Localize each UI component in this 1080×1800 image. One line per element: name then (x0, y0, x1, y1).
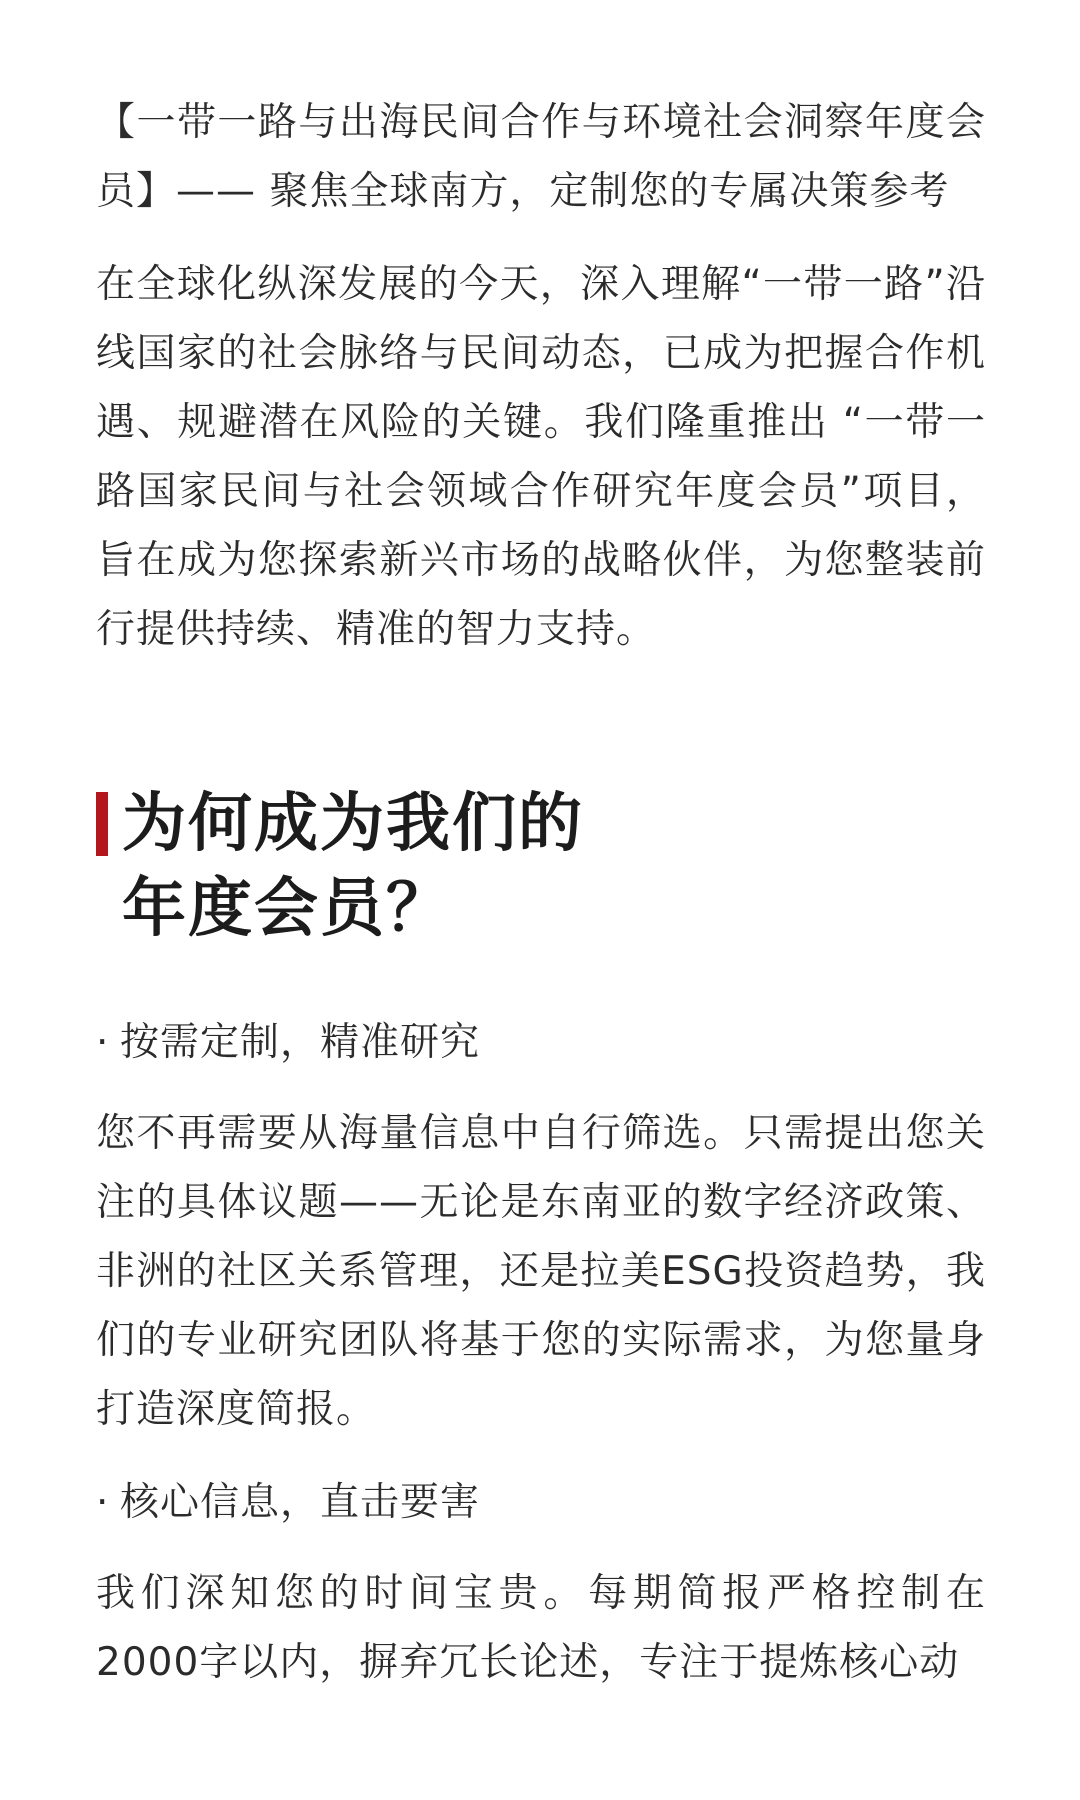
heading-accent-bar (96, 792, 108, 856)
point-1-title (96, 1008, 986, 1077)
point-2-title-text: 核心信息，直击要害 (120, 1480, 481, 1525)
section-heading-line-1: 为何成为我们的 (122, 787, 584, 861)
article (96, 88, 986, 1697)
intro-title: 【一带一路与出海民间合作与环境社会洞察年度会员】—— 聚焦全球南方，定制您的专属决策参考 (96, 100, 986, 214)
intro-paragraph: 在全球化纵深发展的今天，深入理解“一带一路”沿线国家的社会脉络与民间动态，已成为把握合作机遇、规避潜在风险的关键。我们隆重推出 “一带一路国家民间与社会领域合作研究年度会员”项目，旨在成为您探索新兴市场的战略伙伴，为您整装前行提供持续、精准的智力支持。 (96, 262, 986, 652)
point-2-body: 我们深知您的时间宝贵。每期简报严格控制在2000字以内，摒弃冗长论述，专注于提炼核心动 (96, 1571, 986, 1685)
point-1-body: 您不再需要从海量信息中自行筛选。只需提出您关注的具体议题——无论是东南亚的数字经济政策、非洲的社区关系管理，还是拉美ESG投资趋势，我们的专业研究团队将基于您的实际需求，为您量身打造深度简报。 (96, 1111, 986, 1432)
point-2-title (96, 1468, 986, 1537)
point-1-title-text: 按需定制，精准研究 (120, 1020, 481, 1065)
bullet-dot: · (96, 1480, 110, 1525)
section-heading (96, 782, 986, 952)
bullet-dot: · (96, 1020, 110, 1065)
section-heading-line-2: 年度会员？ (122, 872, 452, 946)
